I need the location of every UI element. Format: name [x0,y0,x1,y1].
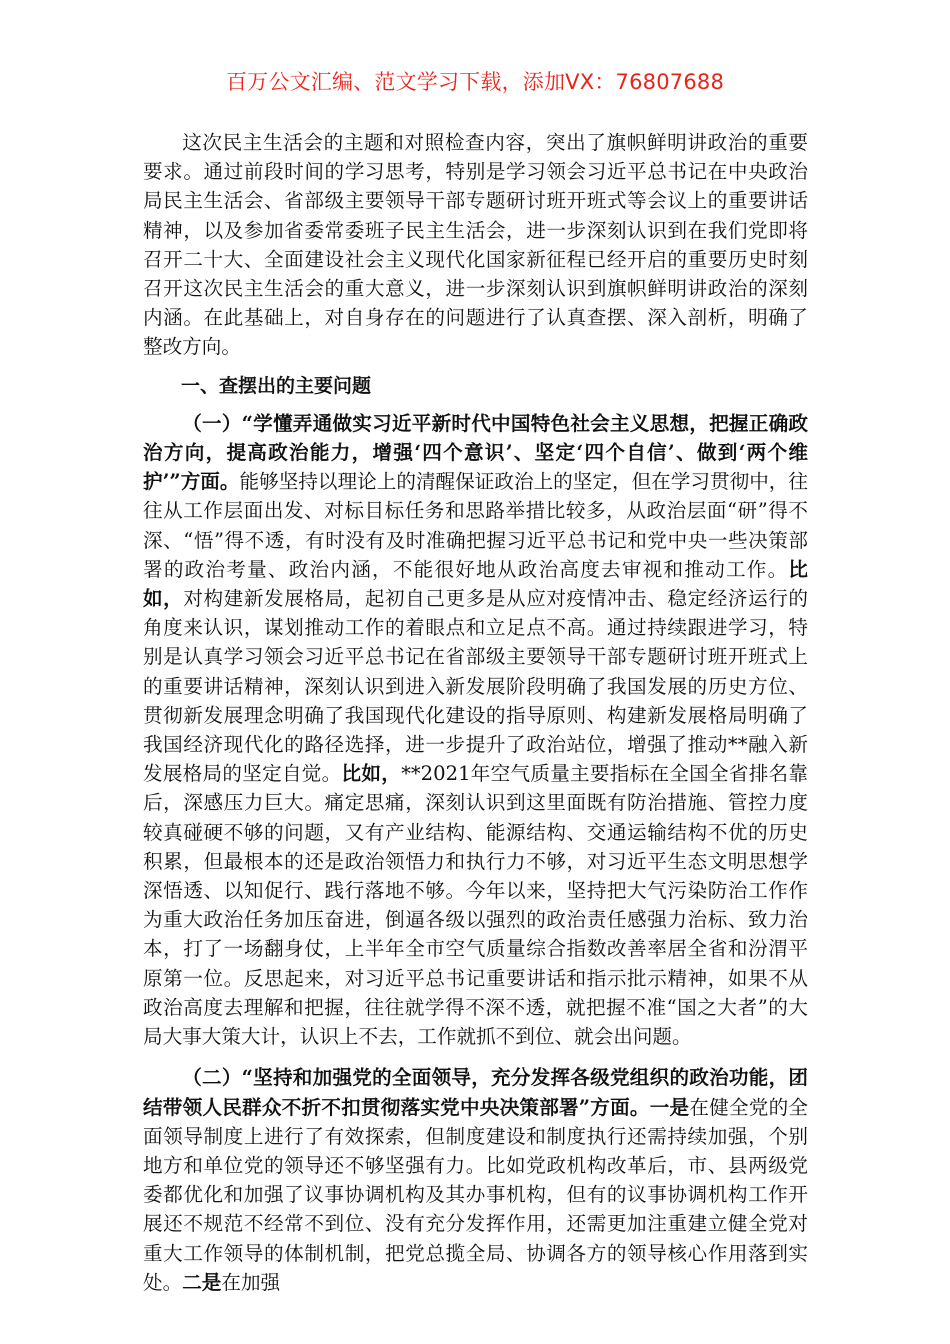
item-1-text-1: 能够坚持以理论上的清醒保证政治上的坚定，但在学习贯彻中，往往从工作层面出发、对标目标任务和思路举措比较多，从政治层面“研”得不深、“悟”得不透，有时没有及时准确把握习近平总书记和党中央一些决策部署的政治考量、政治内涵，不能很好地从政治高度去审视和推动工作。 [143,470,808,581]
item-1-bold-2: 比如， [341,762,402,786]
document-body [143,128,808,1297]
item-2-bold-2: 二是 [182,1270,222,1294]
item-2-title: （二）“坚持和加强党的全面领导，充分发挥各级党组织的政治功能，团结带领人民群众不折不扣贯彻落实党中央决策部署”方面。 [143,1066,808,1119]
item-1-title: （一）“学懂弄通做实习近平新时代中国特色社会主义思想，把握正确政治方向，提高政治能力，增强‘四个意识’、坚定‘四个自信’、做到‘两个维护’”方面。 [143,411,808,494]
section-heading-1: 一、查摆出的主要问题 [181,374,372,397]
item-1-text-2: 对构建新发展格局，起初自己更多是从应对疫情冲击、稳定经济运行的角度来认识，谋划推动工作的着眼点和立足点不高。通过持续跟进学习，特别是认真学习领会习近平总书记在省部级主要领导干部专题研讨班开班式上的重要讲话精神，深刻认识到进入新发展阶段明确了我国发展的历史方位、贯彻新发展理念明确了我国现代化建设的指导原则、构建新发展格局明确了我国经济现代化的路径选择，进一步提升了政治站位，增强了推动**融入新发展格局的坚定自觉。 [143,587,809,786]
item-1-text-3: **2021年空气质量主要指标在全国全省排名靠后，深感压力巨大。痛定思痛，深刻认识到这里面既有防治措施、管控力度较真碰硬不够的问题，又有产业结构、能源结构、交通运输结构不优的历史积累，但最根本的还是政治领悟力和执行力不够，对习近平生态文明思想学深悟透、以知促行、践行落地不够。今年以来，坚持把大气污染防治工作作为重大政治任务加压奋进，倒逼各级以强烈的政治责任感强力治标、致力治本，打了一场翻身仗，上半年全市空气质量综合指数改善率居全省和汾渭平原第一位。反思起来，对习近平总书记重要讲话和指示批示精神，如果不从政治高度去理解和把握，往往就学得不深不透，就把握不准“国之大者”的大局大事大策大计，认识上不去，工作就抓不到位、就会出问题。 [143,762,809,1049]
item-2-text-2: 在加强 [221,1270,281,1294]
item-2-text-1: 在健全党的全面领导制度上进行了有效探索，但制度建设和制度执行还需持续加强，个别地方和单位党的领导还不够坚强有力。比如党政机构改革后，市、县两级党委都优化和加强了议事协调机构及其办事机构，但有的议事协调机构工作开展还不规范不经常不到位、没有充分发挥作用，还需更加注重建立健全党对重大工作领导的体制机制，把党总揽全局、协调各方的领导核心作用落到实处。 [143,1095,809,1294]
item-2-bold-1: 一是 [649,1095,690,1119]
item-1-bold-1: 比如， [143,557,808,611]
intro-paragraph: 这次民主生活会的主题和对照检查内容，突出了旗帜鲜明讲政治的重要要求。通过前段时间的学习思考，特别是学习领会习近平总书记在中央政治局民主生活会、省部级主要领导干部专题研讨班开班式等会议上的重要讲话精神，以及参加省委常委班子民主生活会，进一步深刻认识到在我们党即将召开二十大、全面建设社会主义现代化国家新征程已经开启的重要历史时刻召开这次民主生活会的重大意义，进一步深刻认识到旗帜鲜明讲政治的深刻内涵。在此基础上，对自身存在的问题进行了认真查摆、深入剖析，明确了整改方向。 [143,131,808,359]
item-2-paragraph [143,1063,808,1297]
item-1-paragraph [143,409,808,1051]
header-banner: 百万公文汇编、范文学习下载，添加VX：76807688 [225,70,725,94]
